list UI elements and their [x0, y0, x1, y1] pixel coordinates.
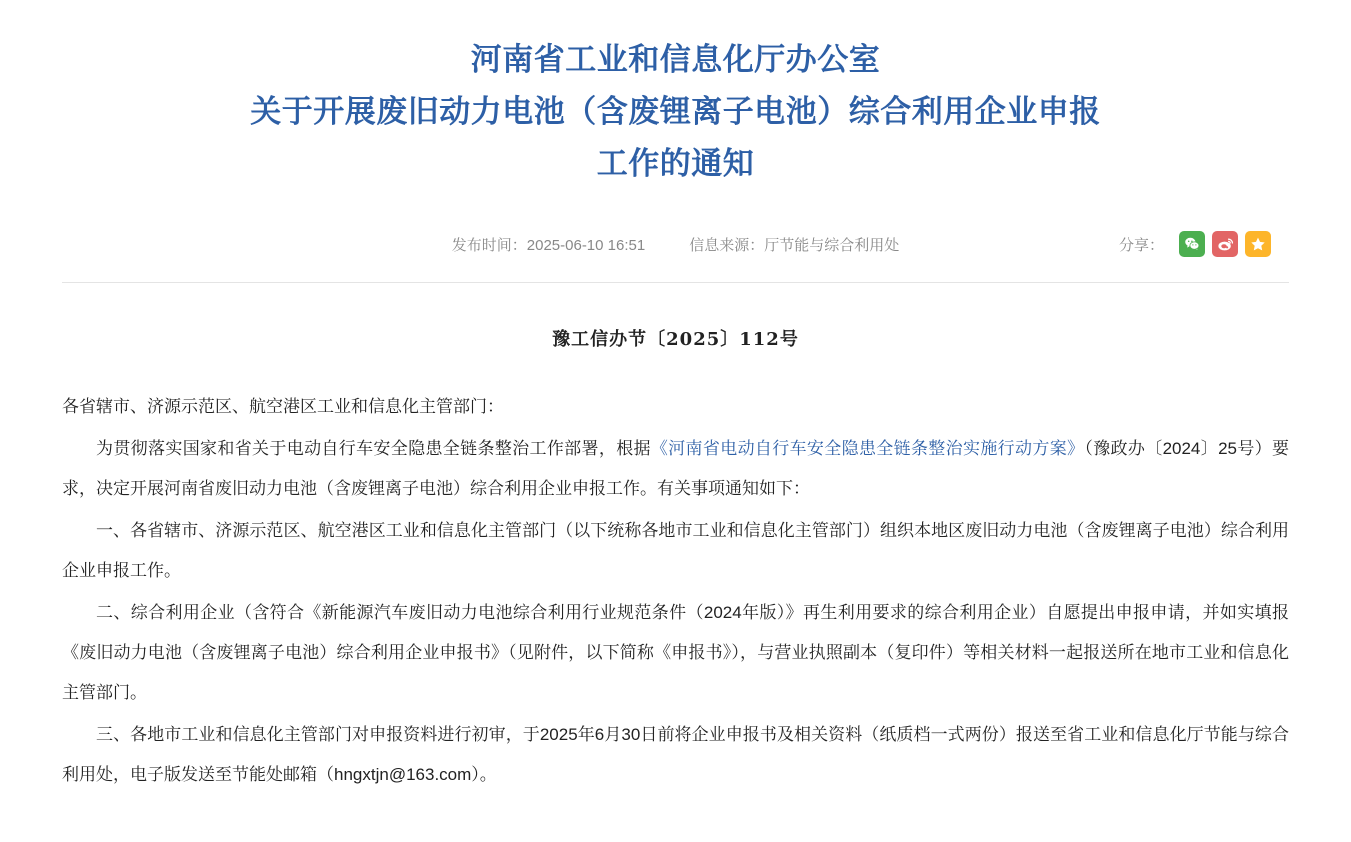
page-title	[0, 0, 1351, 190]
publish-time	[452, 234, 645, 255]
title-line-1: 河南省工业和信息化厅办公室	[470, 42, 881, 77]
publish-time-label: 发布时间：	[451, 236, 527, 254]
share-label: 分享：	[1118, 236, 1164, 254]
document-number: 豫工信办节〔2025〕112号	[552, 329, 799, 350]
weibo-share-icon[interactable]	[1212, 231, 1238, 257]
paragraph-item-1: 一、各省辖市、济源示范区、航空港区工业和信息化主管部门（以下统称各地市工业和信息化主管部门）组织本地区废旧动力电池（含废锂离子电池）综合利用企业申报工作。	[62, 521, 1289, 580]
article-content	[0, 387, 1351, 795]
info-source-label: 信息来源：	[689, 236, 765, 254]
paragraph-intro: 为贯彻落实国家和省关于电动自行车安全隐患全链条整治工作部署，根据《河南省电动自行车安全隐患全链条整治实施行动方案》（豫政办〔2024〕25号）要求，决定开展河南省废旧动力电池（含废锂离子电池）综合利用企业申报工作。有关事项通知如下：	[62, 439, 1290, 498]
paragraph-item-2: 二、综合利用企业（含符合《新能源汽车废旧动力电池综合利用行业规范条件（2024年版）》再生利用要求的综合利用企业）自愿提出申报申请，并如实填报《废旧动力电池（含废锂离子电池）综合利用企业申报书》（见附件，以下简称《申报书》），与营业执照副本（复印件）等相关材料一起报送所在地市工业和信息化主管部门。	[62, 603, 1289, 702]
share-box	[1119, 228, 1271, 260]
wechat-share-icon[interactable]	[1179, 231, 1205, 257]
paragraph-item-3: 三、各地市工业和信息化主管部门对申报资料进行初审，于2025年6月30日前将企业申报书及相关资料（纸质档一式两份）报送至省工业和信息化厅节能与综合利用处，电子版发送至节能处邮箱（hngxtjn@163.com）。	[62, 725, 1289, 784]
info-source-value: 厅节能与综合利用处	[764, 236, 900, 254]
title-line-3: 工作的通知	[596, 146, 755, 181]
article-meta	[0, 228, 1351, 260]
publish-time-value: 2025-06-10 16:51	[526, 236, 646, 254]
header-divider	[62, 282, 1289, 283]
policy-document-link[interactable]: 《河南省电动自行车安全隐患全链条整治实施行动方案》	[650, 439, 1085, 458]
qzone-share-icon[interactable]	[1245, 231, 1271, 257]
info-source	[689, 234, 899, 255]
paragraph-addressee: 各省辖市、济源示范区、航空港区工业和信息化主管部门：	[62, 397, 504, 416]
title-line-2: 关于开展废旧动力电池（含废锂离子电池）综合利用企业申报	[250, 94, 1101, 129]
